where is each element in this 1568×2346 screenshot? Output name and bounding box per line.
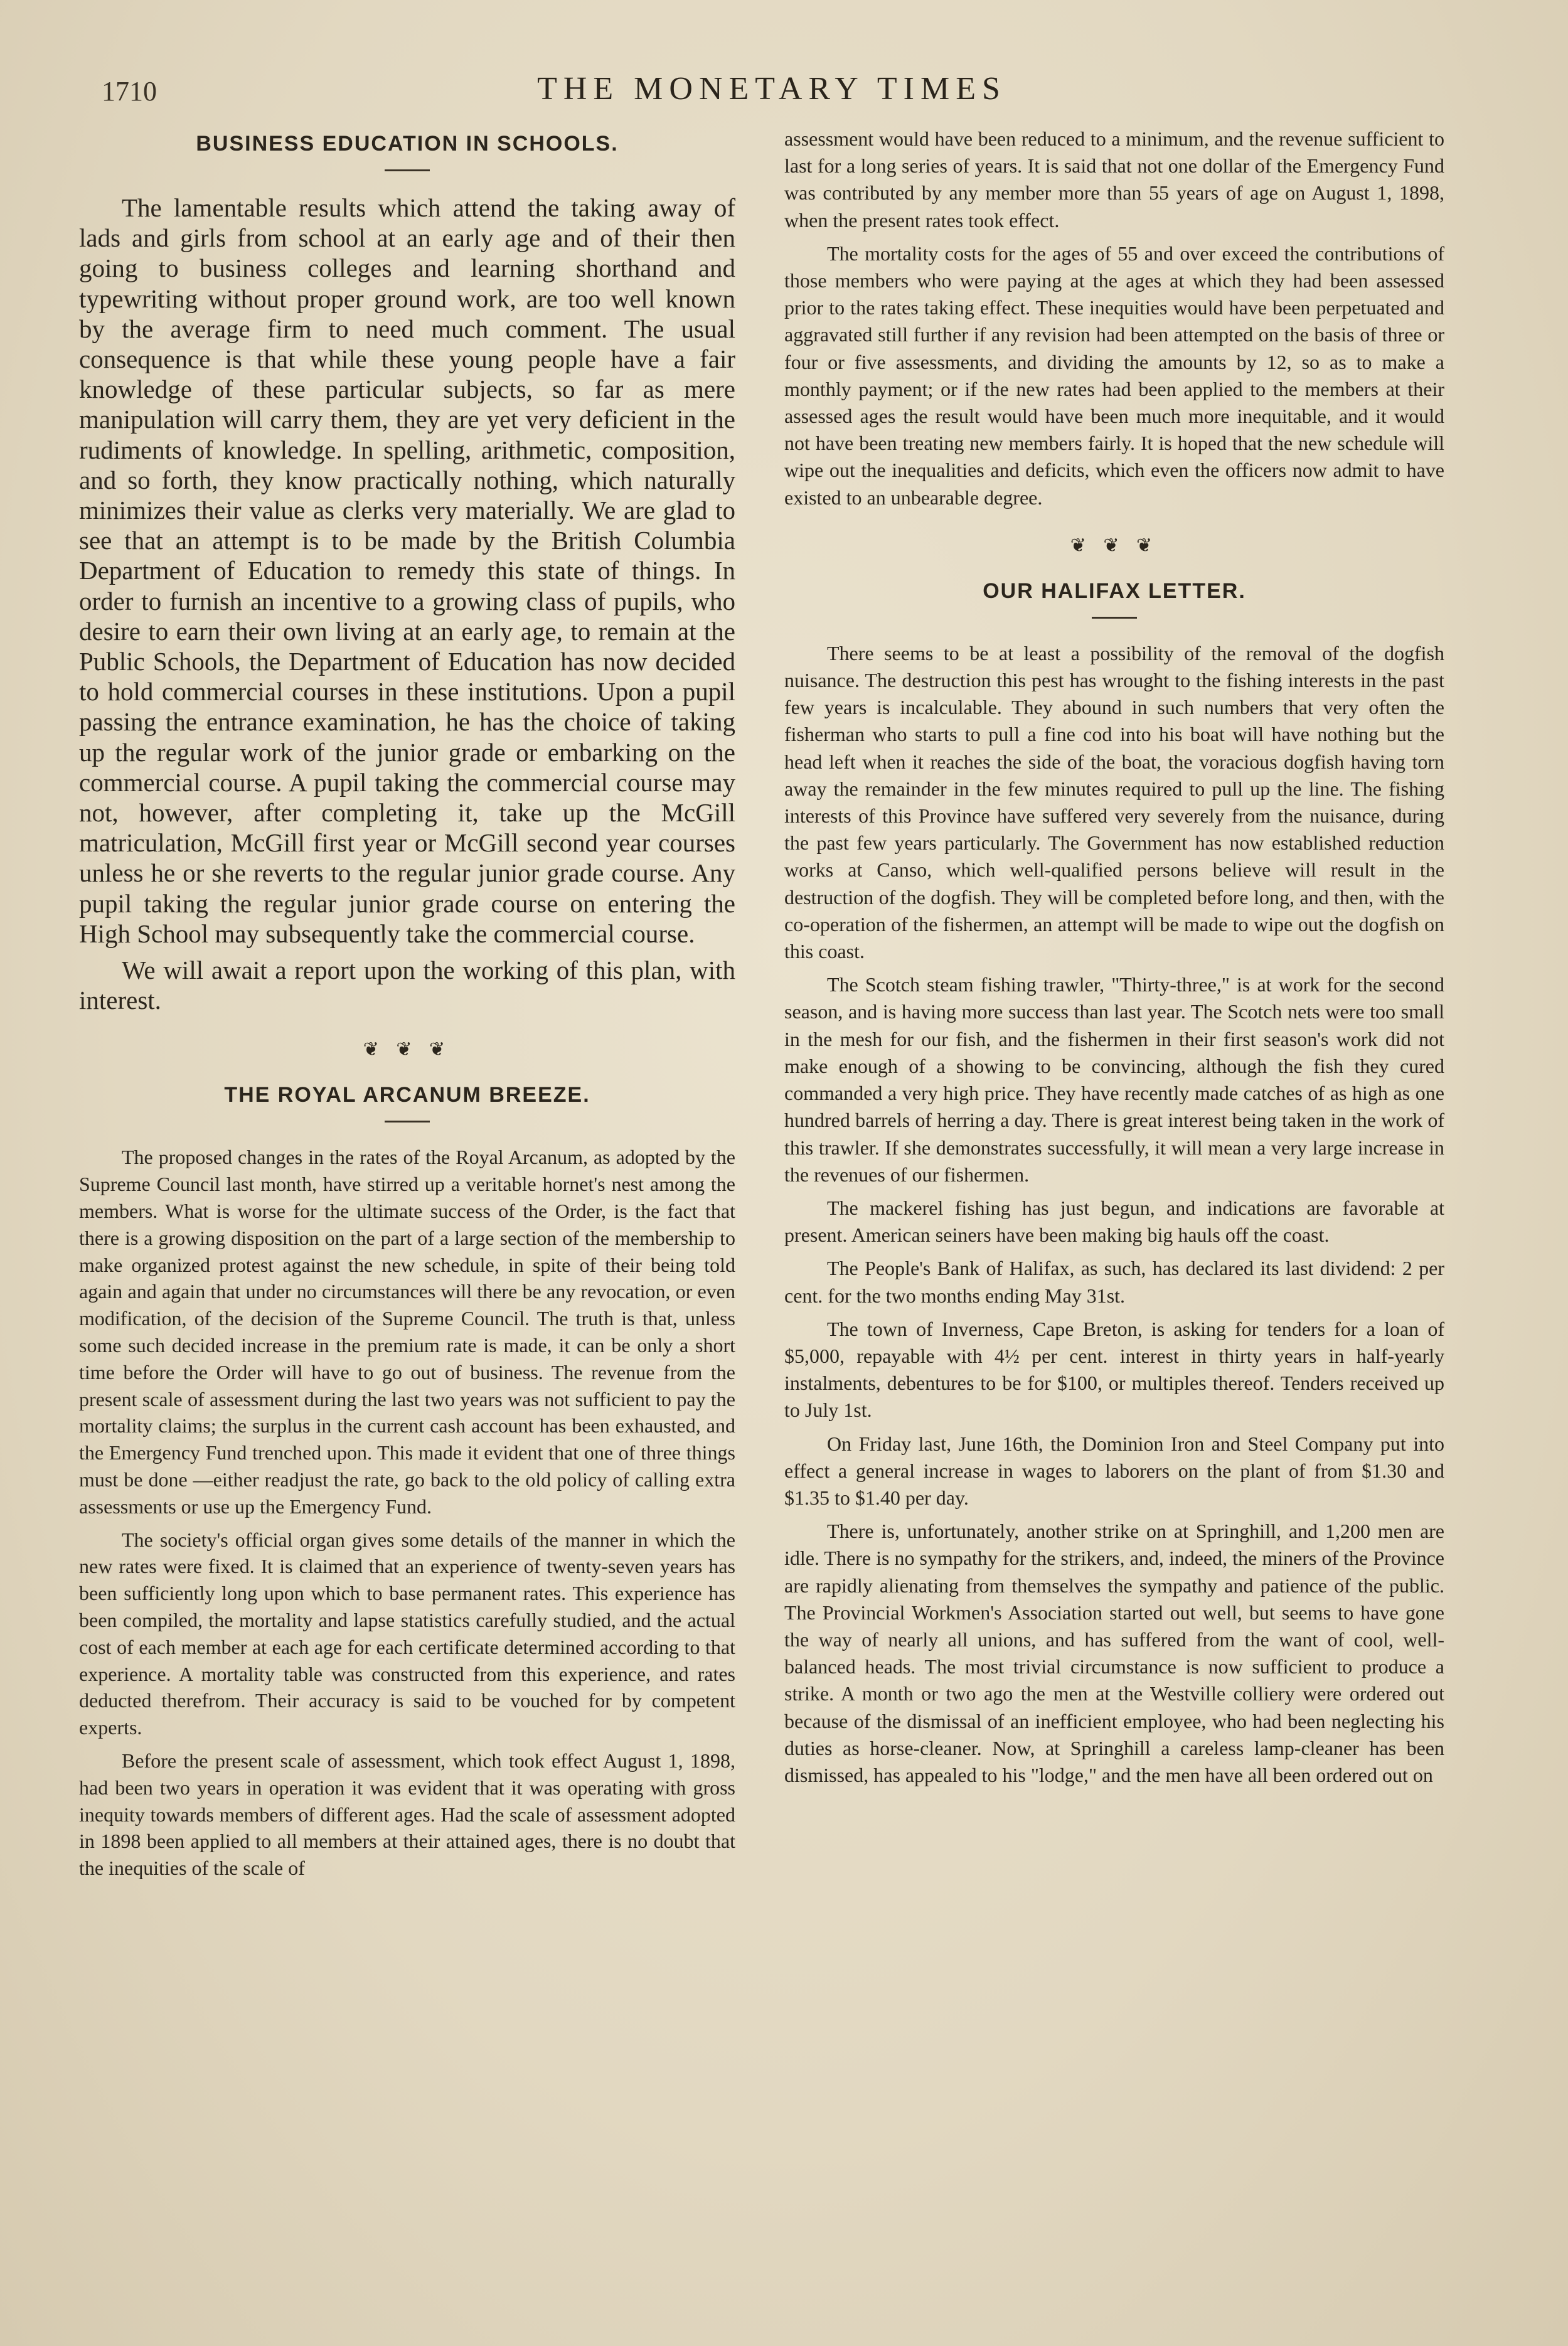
paragraph: The proposed changes in the rates of the Royal Arcanum, as adopted by the Supreme Council last month, have stirred up a veritable hornet's nest among the members. What is worse for the ultimate success of the Order, is the fact that there is a growing disposition on the part of a large section of the membership to make organized protest against the new schedule, in spite of their being told again and again that under no circumstances will there be any revocation, or even modification, of the decision of the Supreme Council. The truth is that, unless some such decided increase in the premium rate is made, it can be only a short time before the Order will have to go out of business. The revenue from the present scale of assessment during the last two years was not sufficient to pay the mortality claims; the surplus in the current cash account has been exhausted, and the Emergency Fund trenched upon. This made it evident that one of three things must be done —either readjust the rate, go back to the old policy of calling extra assessments or use up the Emergency Fund. bbox=[79, 1146, 735, 1518]
divider-rule bbox=[385, 1121, 430, 1122]
paragraph: The People's Bank of Halifax, as such, has declared its last dividend: 2 per cent. for the two months ending May 31st. bbox=[784, 1257, 1444, 1307]
article-continuation-royal-arcanum bbox=[784, 125, 1444, 511]
paragraph: We will await a report upon the working of this plan, with interest. bbox=[79, 956, 735, 1015]
article-title-royal-arcanum: THE ROYAL ARCANUM BREEZE. bbox=[224, 1083, 590, 1107]
left-column bbox=[79, 125, 735, 1888]
article-title-business-education: BUSINESS EDUCATION IN SCHOOLS. bbox=[196, 132, 619, 156]
section-ornament: ❦ ❦ ❦ bbox=[363, 1039, 452, 1060]
paragraph: There seems to be at least a possibility of the removal of the dogfish nuisance. The destruction this pest has wrought to the fishing interests in the past few years is incalculable. They abound in such numbers that very often the fisherman who starts to pull a fine cod into his boat will have nothing but the head left when it reaches the side of the boat, the voracious dogfish having torn away the remainder in the few minutes required to pull up the line. The fishing interests of this Province have suffered very severely from the nuisance, during the past few years particularly. The Government has now established reduction works at Canso, which well-qualified persons believe will result in the destruction of the dogfish. They will be completed before long, and then, with the co-operation of the fishermen, an attempt will be made to wipe out the dogfish on this coast. bbox=[784, 641, 1444, 963]
article-title-halifax-letter: OUR HALIFAX LETTER. bbox=[983, 579, 1246, 603]
paragraph: The society's official organ gives some details of the manner in which the new rates were fixed. It is claimed that an experience of twenty-seven years has been sufficiently long upon which to base permanent rates. This experience has been compiled, the mortality and lapse statistics carefully studied, and the actual cost of each member at each age for each certificate determined according to that experience. A mortality table was constructed from this experience, and rates deducted therefrom. Their accuracy is said to be vouched for by competent experts. bbox=[79, 1528, 735, 1739]
paragraph: There is, unfortunately, another strike on at Springhill, and 1,200 men are idle. There is no sympathy for the strikers, and, indeed, the miners of the Province are rapidly alienating from themselves the sympathy and patience of the public. The Provincial Workmen's Association started out well, but seems to have gone the way of nearly all unions, and has suffered from the want of cool, well-balanced heads. The most trivial circumstance is now sufficient to produce a strike. A month or two ago the men at the Westville colliery were ordered out because of the dismissal of an inefficient employee, who had been neglecting his duties as horse-cleaner. Now, at Springhill a careless lamp-cleaner has been dismissed, has appealed to his "lodge," and the men have all been ordered out on bbox=[784, 1520, 1444, 1786]
page-header bbox=[94, 70, 1449, 114]
divider-rule bbox=[1092, 617, 1137, 619]
paragraph: The mackerel fishing has just begun, and indications are favorable at present. American seiners have been making big hauls off the coast. bbox=[784, 1196, 1444, 1247]
section-ornament: ❦ ❦ ❦ bbox=[1070, 535, 1159, 556]
paragraph: The Scotch steam fishing trawler, "Thirty-three," is at work for the second season, and is having more success than last year. The Scotch nets were too small in the mesh for our fish, and the fishermen in their first season's work did not make enough of a showing to be convincing, although the fish they cured commanded a very high price. They have recently made catches of as high as one hundred barrels of herring a day. There is great interest being taken in the work of this trawler. If she demonstrates successfully, it will mean a very large increase in the revenues of our fishermen. bbox=[784, 973, 1444, 1186]
paragraph: The town of Inverness, Cape Breton, is asking for tenders for a loan of $5,000, repayable with 4½ per cent. interest in thirty years in half-yearly instalments, debentures to be for $100, or multiples thereof. Tenders received up to July 1st. bbox=[784, 1317, 1444, 1422]
article-body-halifax-letter bbox=[784, 640, 1444, 1789]
paragraph: assessment would have been reduced to a minimum, and the revenue sufficient to last for a long series of years. It is said that not one dollar of the Emergency Fund was contributed by any member more than 55 years of age on August 1, 1898, when the present rates took effect. bbox=[784, 127, 1444, 232]
divider-rule bbox=[385, 169, 430, 171]
paragraph: Before the present scale of assessment, which took effect August 1, 1898, had been two years in operation it was evident that it was operating with gross inequity towards members of different ages. Had the scale of assessment adopted in 1898 been applied to all members at their attained ages, there is no doubt that the inequities of the scale of bbox=[79, 1749, 735, 1880]
paragraph: The mortality costs for the ages of 55 and over exceed the contributions of those members who were paying at the ages at which they had been assessed prior to the rates taking effect. These inequities would have been perpetuated and aggravated still further if any revision had been attempted on the basis of three or four or five assessments, and dividing the amounts by 12, so as to make a monthly payment; or if the new rates had been applied to the members at their assessed ages the result would have been much more inequitable, and it would not have been treating new members fairly. It is hoped that the new schedule will wipe out the inequalities and deficits, which even the officers now admit to have existed to an unbearable degree. bbox=[784, 242, 1444, 509]
article-body-business-education bbox=[79, 193, 735, 1015]
paragraph: On Friday last, June 16th, the Dominion Iron and Steel Company put into effect a general increase in wages to laborers on the plant of from $1.30 and $1.35 to $1.40 per day. bbox=[784, 1432, 1444, 1509]
paragraph: The lamentable results which attend the taking away of lads and girls from school at an early age and of their then going to business colleges and learning shorthand and typewriting without proper ground work, are too well known by the average firm to need much comment. The usual consequence is that while these young people have a fair knowledge of these particular subjects, so far as mere manipulation will carry them, they are yet very deficient in the rudiments of knowledge. In spelling, arithmetic, composition, and so forth, they know practically nothing, which naturally minimizes their value as clerks very materially. We are glad to see that an attempt is to be made by the British Columbia Department of Education to remedy this state of things. In order to furnish an incentive to a growing class of pupils, who desire to earn their own living at an early age, to remain at the Public Schools, the Department of Education has now decided to hold commercial courses in these institutions. Upon a pupil passing the entrance examination, he has the choice of taking up the regular work of the junior grade or embarking on the commercial course. A pupil taking the commercial course may not, however, after completing it, take up the McGill matriculation, McGill first year or McGill second year courses unless he or she reverts to the regular junior grade course. Any pupil taking the regular junior grade course on entering the High School may subsequently take the commercial course. bbox=[79, 193, 735, 948]
page-number: 1710 bbox=[102, 76, 157, 107]
right-column bbox=[784, 125, 1444, 1795]
masthead: THE MONETARY TIMES bbox=[537, 71, 1006, 107]
article-body-royal-arcanum bbox=[79, 1144, 735, 1882]
